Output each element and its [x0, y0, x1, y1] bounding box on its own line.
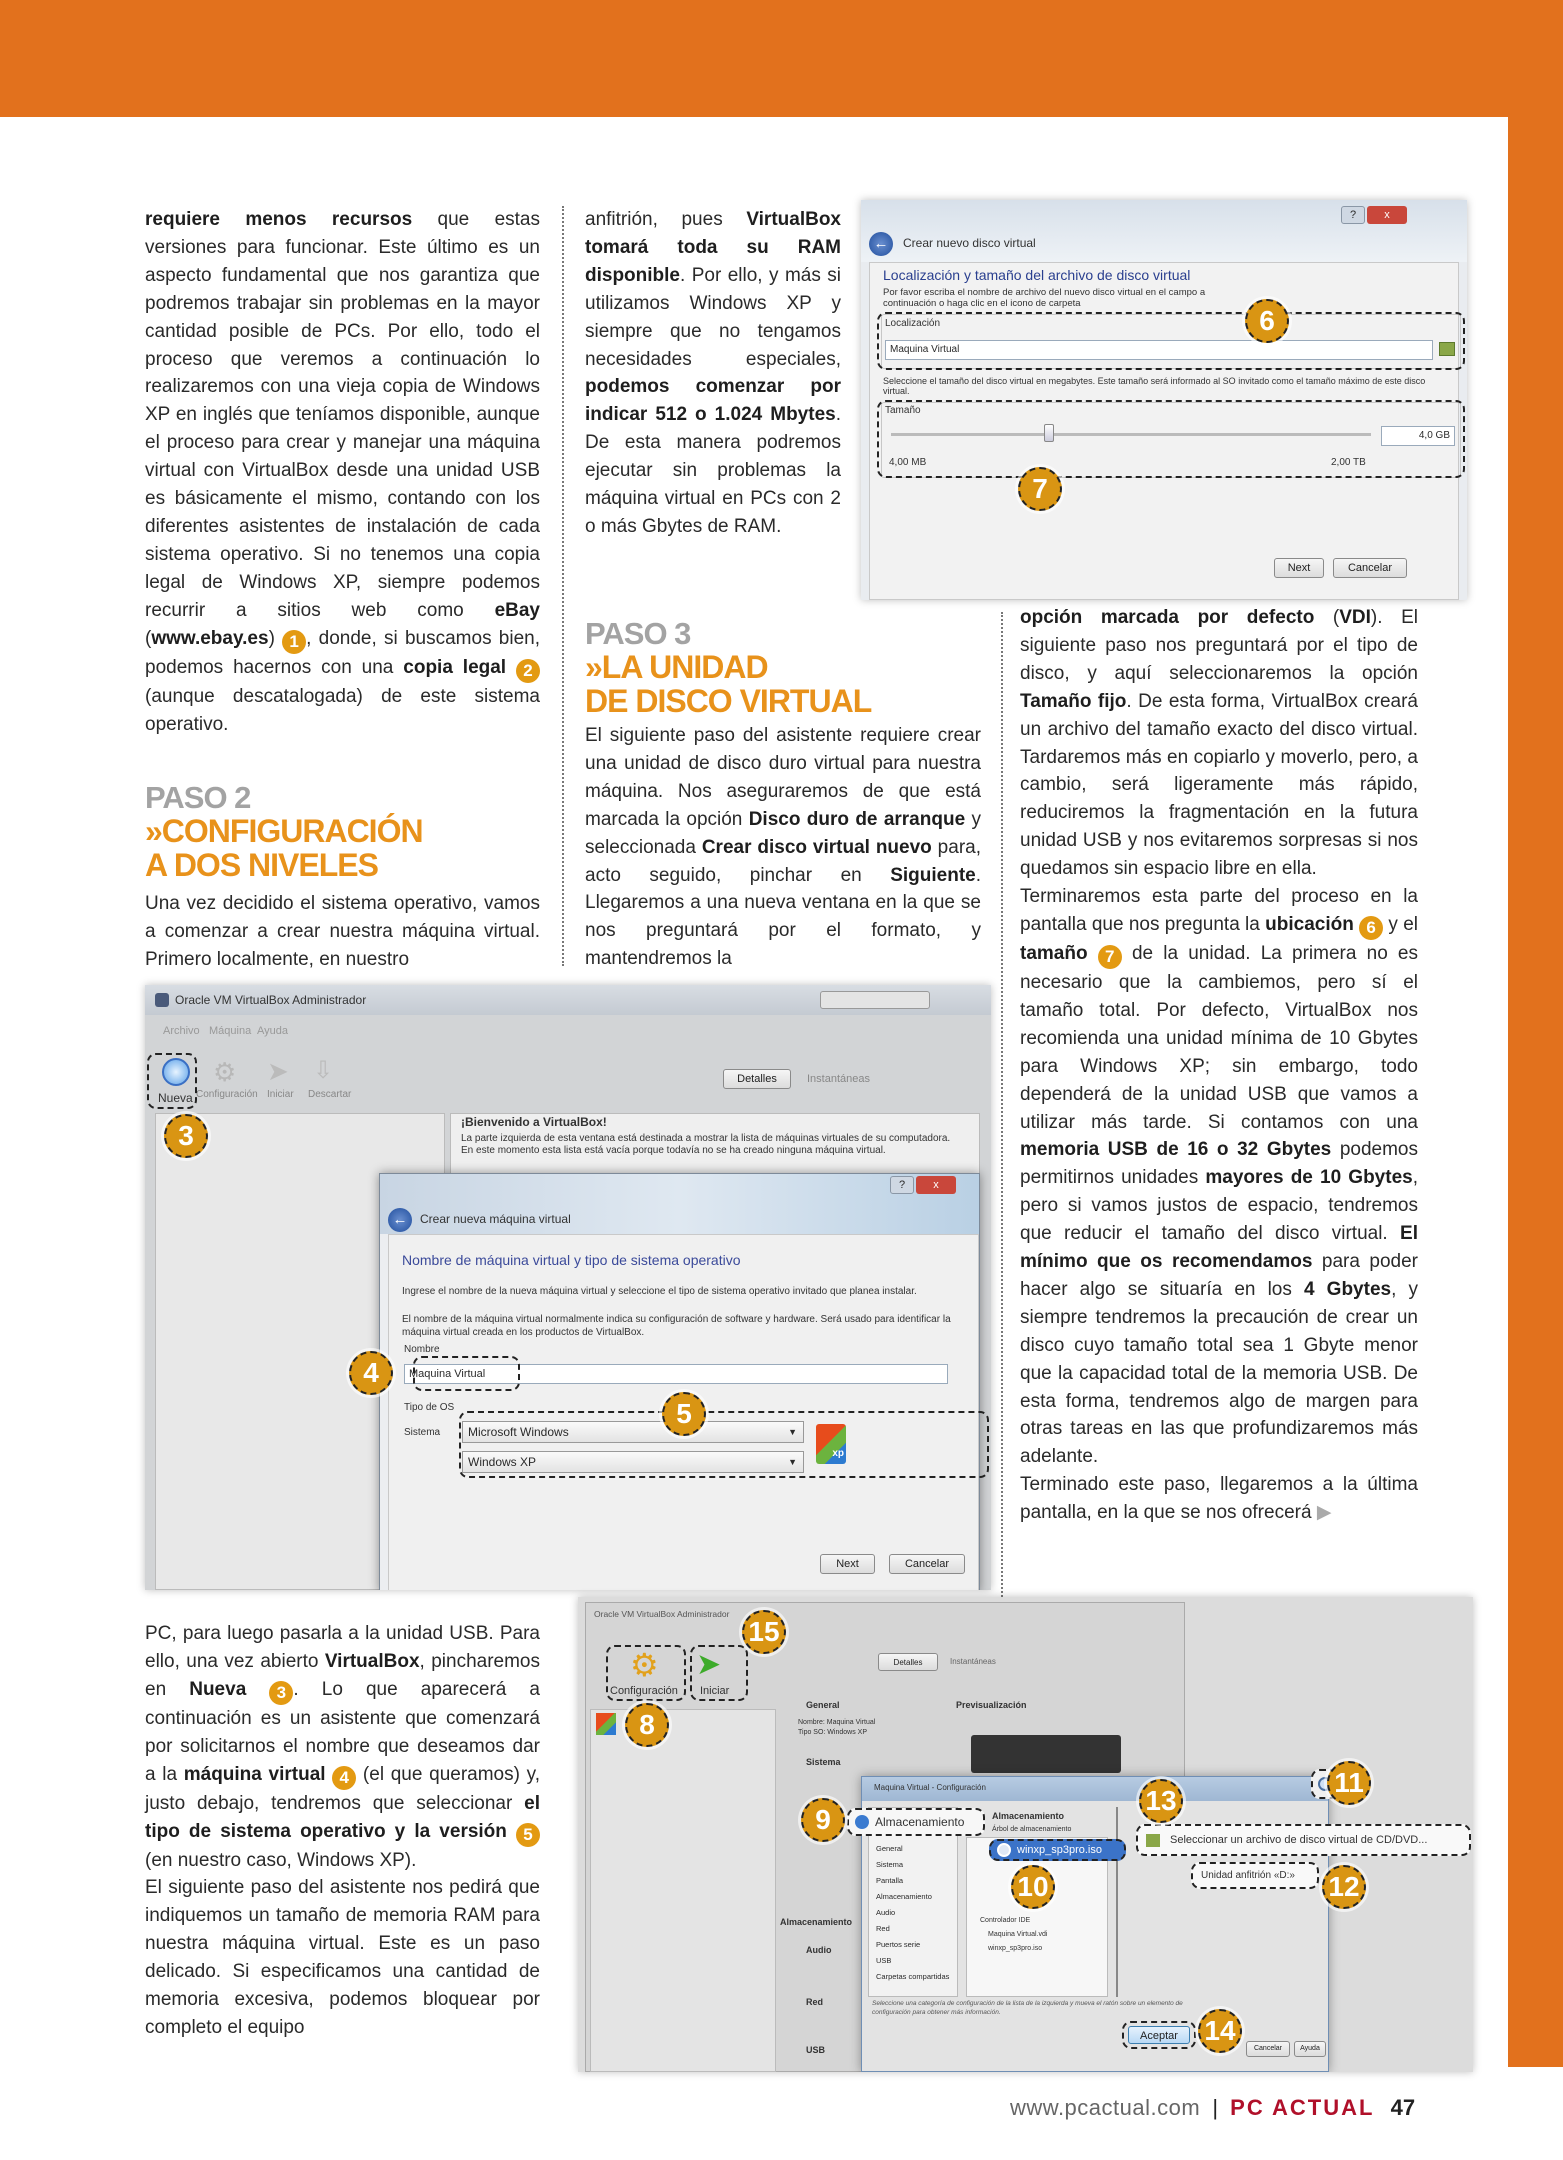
dialog-title: Crear nueva máquina virtual — [420, 1212, 571, 1226]
paragraph — [1020, 604, 1418, 883]
callout-badge: 5 — [662, 1392, 706, 1436]
text: que estas versiones para funcionar. Este último es un aspecto fundamental que nos garantiza que podremos trabajar sin problemas en la mayor cantidad posible de PCs. Por ello, todo el proceso que veremos a continuación lo realizaremos con una vieja copia de Windows XP en inglés que teníamos disponible, aunque el proceso para crear y manejar una máquina virtual con VirtualBox desde una unidad USB es básicamente el mismo, contando con los diferentes asistentes de instalación de cada sistema operativo. Si no tenemos una copia legal de Windows XP, siempre podemos recurrir a sitios web como — [145, 209, 540, 621]
callout-badge: 14 — [1198, 2009, 1242, 2053]
details-vm-name: Nombre: Maquina Virtual — [798, 1719, 876, 1726]
footer-separator: | — [1212, 2095, 1219, 2120]
storage-icon — [855, 1815, 869, 1829]
bold-text: El mínimo que os recomendamos — [1020, 1223, 1418, 1273]
nueva-highlight — [147, 1053, 197, 1109]
storage-tree-label: Árbol de almacenamiento — [992, 1826, 1072, 1833]
version-dropdown-value: Windows XP — [468, 1455, 537, 1469]
bold-text: eBay — [494, 599, 540, 621]
vm-list-pane — [590, 1709, 776, 2072]
dialog-title: Crear nuevo disco virtual — [903, 236, 1036, 250]
category-item[interactable]: Almacenamiento — [876, 1892, 932, 1901]
bold-text: VirtualBox — [324, 1650, 420, 1672]
page-footer — [1010, 2095, 1415, 2121]
size-input[interactable]: 4,0 GB — [1381, 426, 1455, 446]
location-input[interactable]: Maquina Virtual — [885, 340, 1433, 360]
name-label: Nombre — [404, 1344, 440, 1355]
dialog-heading: Nombre de máquina virtual y tipo de sistema operativo — [402, 1252, 741, 1268]
footer-url[interactable]: www.pcactual.com — [1010, 2095, 1201, 2120]
callout-badge: 13 — [1139, 1779, 1183, 1823]
section-title-line-2: A DOS NIVELES — [145, 847, 378, 883]
inline-callout-badge: 4 — [332, 1766, 356, 1790]
chevron-down-icon: ▼ — [788, 1457, 797, 1467]
back-arrow-icon[interactable]: ← — [869, 232, 893, 256]
footer-brand: PC ACTUAL — [1230, 2095, 1375, 2120]
bold-text: Nueva — [189, 1678, 247, 1700]
category-item[interactable]: Audio — [876, 1908, 896, 1917]
inline-callout-badge: 3 — [269, 1681, 293, 1705]
window-title: Oracle VM VirtualBox Administrador — [594, 1609, 730, 1619]
cancel-button[interactable]: Cancelar — [889, 1554, 965, 1574]
callout-badge: 4 — [349, 1351, 393, 1395]
section-title-line-1: »CONFIGURACIÓN — [145, 813, 423, 849]
callout-badge: 9 — [801, 1798, 845, 1842]
text: podemos permitirnos unidades — [1020, 1139, 1418, 1189]
dialog-instruction: Por favor escriba el nombre de archivo del nuevo disco virtual en el campo a continuación o haga clic en el icono de carpeta — [883, 287, 1206, 309]
text: (aunque descatalogada) de este sistema operativo. — [145, 685, 540, 735]
snapshots-button[interactable]: Instantáneas — [807, 1073, 870, 1085]
details-preview: Previsualización — [956, 1700, 1027, 1710]
text — [1088, 943, 1098, 964]
text: . De esta manera podremos ejecutar sin problemas la máquina virtual en PCs con 2 o más Gbytes de RAM. — [585, 404, 841, 537]
category-item[interactable]: Puertos serie — [876, 1940, 921, 1949]
cancel-button[interactable]: Cancelar — [1246, 2041, 1290, 2057]
next-button[interactable]: Next — [1274, 558, 1324, 578]
start-arrow-icon[interactable]: ➤ — [267, 1056, 289, 1086]
text: . Lo que aparecerá a continuación es un asistente que comenzará por solicitarnos el nombre que deseamos dar a la — [145, 1678, 540, 1785]
category-item[interactable]: USB — [876, 1956, 892, 1965]
ok-button-highlight — [1122, 2021, 1196, 2049]
text: de la unidad. La primera no es necesario que la cambiemos, pero sí el tamaño total. Por defecto, VirtualBox nos recomienda una unidad mínima de 10 Gbytes para Windows XP; sin embargo, todo dependerá de la unidad USB que vamos a utilizar más tarde. Si contamos con una — [1020, 942, 1419, 1133]
inline-callout-badge: 5 — [516, 1823, 540, 1847]
text: ). El siguiente paso nos preguntará por el tipo de disco, y aquí seleccionaremos la opción — [1020, 607, 1418, 684]
text: , pero si vamos justos de espacio, tendremos que reducir el tamaño del disco virtual. — [1020, 1167, 1418, 1245]
host-drive-callout[interactable] — [1191, 1862, 1319, 1889]
location-label: Localización — [885, 318, 941, 329]
dialog-title: Maquina Virtual - Configuración — [874, 1783, 986, 1792]
body-text-column-1 — [145, 206, 540, 738]
close-button[interactable]: x — [916, 1176, 956, 1194]
storage-callout[interactable] — [847, 1808, 985, 1836]
inline-callout-badge: 2 — [516, 659, 540, 683]
text: Terminaremos esta parte del proceso en la pantalla que nos pregunta la — [1020, 886, 1418, 935]
toolbar-iniciar[interactable]: Iniciar — [267, 1089, 294, 1100]
name-input[interactable]: Maquina Virtual — [404, 1364, 948, 1384]
window-controls[interactable] — [820, 991, 930, 1009]
inline-callout-badge: 1 — [282, 630, 306, 654]
toolbar-highlight — [690, 1645, 748, 1701]
name-highlight — [413, 1356, 520, 1391]
inline-callout-badge: 7 — [1098, 945, 1122, 969]
body-text-column-1-b — [145, 890, 540, 974]
toolbar-configuracion[interactable]: Configuración — [610, 1685, 678, 1697]
size-instruction: Seleccione el tamaño del disco virtual en megabytes. Este tamaño será informado al SO invitado como el tamaño máximo de este disco virtual. — [883, 376, 1426, 396]
paragraph — [585, 206, 841, 541]
chevron-down-icon: ▼ — [788, 1427, 797, 1437]
paragraph — [585, 722, 981, 973]
text: PC, para luego pasarla a la unidad USB. Para ello, una vez abierto — [145, 1623, 540, 1672]
details-general: General — [806, 1700, 840, 1710]
ok-button[interactable]: Aceptar — [1128, 2026, 1190, 2044]
bold-text: ubicación — [1265, 913, 1354, 935]
preview-screen — [971, 1735, 1121, 1773]
details-audio: Audio — [806, 1945, 832, 1955]
continue-arrow-icon: ▶ — [1316, 1502, 1332, 1524]
callout-badge: 15 — [742, 1610, 786, 1654]
category-item[interactable]: Sistema — [876, 1860, 904, 1869]
iso-callout[interactable] — [989, 1839, 1126, 1861]
details-system: Sistema — [806, 1757, 841, 1767]
gear-icon[interactable]: ⚙ — [630, 1647, 659, 1683]
bold-text: www.ebay.es — [151, 627, 269, 649]
size-highlight — [877, 400, 1465, 478]
category-item[interactable]: Red — [876, 1924, 890, 1933]
category-item[interactable]: Carpetas compartidas — [876, 1972, 950, 1981]
details-network: Red — [806, 1997, 824, 2007]
discard-arrow-icon[interactable]: ⇩ — [313, 1057, 334, 1084]
windows-xp-vm-icon — [596, 1713, 616, 1735]
welcome-title: ¡Bienvenido a VirtualBox! — [461, 1115, 607, 1129]
callout-badge: 6 — [1245, 299, 1289, 343]
text: El siguiente paso del asistente nos pedirá que indiquemos un tamaño de memoria RAM para nuestra máquina virtual. Este es un paso delicado. Si especificamos una cantidad de memoria excesiva, podemos bloquear por completo el equipo — [145, 1877, 540, 2038]
bold-text: tamaño — [1020, 942, 1088, 964]
close-button[interactable]: x — [1367, 206, 1407, 224]
page-number: 47 — [1390, 2095, 1416, 2120]
details-vm-os: Tipo SO: Windows XP — [798, 1729, 867, 1736]
body-text-column-4 — [145, 1620, 540, 2042]
start-arrow-icon[interactable]: ➤ — [696, 1648, 722, 1681]
bold-text: Disco duro de arranque — [748, 808, 966, 830]
storage-callout-label: Almacenamiento — [875, 1815, 965, 1829]
top-color-band — [0, 0, 1563, 117]
text — [506, 657, 516, 678]
details-usb: USB — [806, 2045, 826, 2055]
paragraph — [1020, 883, 1418, 1471]
location-highlight — [877, 312, 1465, 370]
size-max-label: 2,00 TB — [1331, 457, 1366, 468]
text: El siguiente paso del asistente requiere crear una unidad de disco duro virtual para nuestra máquina. Nos aseguraremos de que está marcada la opción — [585, 725, 981, 830]
body-text-column-3 — [1020, 604, 1418, 1527]
size-min-label: 4,00 MB — [889, 457, 927, 468]
dialog-text-2: El nombre de la máquina virtual normalmente indica su configuración de software y hardware. Será usado para identificar la máquina virtual creada en los productos de VirtualBox. — [402, 1314, 951, 1338]
text: . Por ello, y más si utilizamos Windows XP y siempre que no tengamos necesidades especiales, — [585, 264, 841, 370]
gear-icon[interactable]: ⚙ — [213, 1057, 237, 1087]
bold-text: memoria USB de 16 o 32 Gbytes — [1020, 1139, 1332, 1161]
toolbar-configuracion[interactable]: Configuración — [196, 1089, 258, 1100]
section-title-line-1: »LA UNIDAD — [585, 649, 768, 685]
step-label: PASO 2 — [145, 780, 251, 815]
text: (el que queramos) y, justo debajo, tendremos que seleccionar — [145, 1763, 540, 1814]
dialog-heading: Localización y tamaño del archivo de disco virtual — [883, 267, 1191, 283]
select-cd-image-callout[interactable] — [1136, 1824, 1471, 1856]
callout-badge: 8 — [625, 1703, 669, 1747]
bold-text: VirtualBox tomará toda su RAM disponible — [585, 209, 841, 286]
system-dropdown-value: Microsoft Windows — [468, 1425, 569, 1439]
bold-text: Crear disco virtual nuevo — [701, 836, 932, 858]
step-label: PASO 3 — [585, 616, 691, 651]
menu-ayuda[interactable]: Ayuda — [257, 1025, 288, 1037]
bold-text: Tamaño fijo — [1020, 690, 1127, 712]
text: , pincharemos en — [145, 1650, 540, 1700]
bold-text: copia legal — [403, 656, 507, 678]
callout-badge: 3 — [164, 1114, 208, 1158]
hint-text: Seleccione una categoría de configuración de la lista de la izquierda y mueva el ratón sobre un elemento de configuración para obtener más información. — [872, 2000, 1183, 2016]
screenshot-new-vm-wizard — [145, 985, 991, 1590]
help-button[interactable]: ? — [890, 1176, 914, 1194]
callout-badge: 12 — [1322, 1865, 1366, 1909]
text: , y siempre tendremos la precaución de crear un disco cuyo tamaño total sea 1 Gbyte menor que la capacidad total de la memoria USB. De esta forma, tendremos algo de margen para otras tareas en las que profundizaremos más adelante. — [1020, 1278, 1418, 1468]
details-button[interactable]: Detalles — [878, 1653, 938, 1671]
text: Terminado este paso, llegaremos a la última pantalla, en la que se nos ofrecerá — [1020, 1474, 1418, 1524]
bold-text: opción marcada por defecto — [1020, 607, 1315, 628]
size-label: Tamaño — [885, 405, 921, 416]
screenshot-create-virtual-disk — [861, 200, 1467, 600]
bold-text: máquina virtual — [183, 1763, 326, 1785]
text: . Llegaremos a una nueva ventana en la que se nos preguntará por el formato, y mantendremos la — [585, 864, 981, 970]
details-button[interactable]: Detalles — [723, 1069, 791, 1089]
bold-text: VDI — [1339, 607, 1371, 628]
bold-text: 4 Gbytes — [1303, 1278, 1392, 1300]
text — [507, 1821, 516, 1842]
text: y seleccionada — [585, 808, 981, 858]
toolbar-nueva[interactable]: Nueva — [158, 1091, 193, 1105]
toolbar-iniciar[interactable]: Iniciar — [700, 1685, 730, 1697]
screenshot-vm-settings — [578, 1597, 1473, 2072]
cd-icon — [997, 1843, 1011, 1857]
iso-callout-label: winxp_sp3pro.iso — [1017, 1844, 1102, 1856]
toolbar-highlight — [606, 1645, 686, 1701]
body-text-column-2-b — [585, 722, 981, 973]
bold-text: Siguiente — [890, 864, 976, 886]
menu-maquina[interactable]: Máquina — [209, 1025, 252, 1037]
welcome-text: La parte izquierda de esta ventana está destinada a mostrar la lista de máquinas virtuales de su computadora. En este momento esta lista está vacía porque todavía no se ha creado ninguna máquina virtual. — [461, 1133, 951, 1156]
text: . De esta forma, VirtualBox creará un archivo del tamaño exacto del disco virtual. Tardaremos más en copiarlo y moverlo, pero, a cambio, será ligeramente más rápido, reduciremos la fragmentación en la futura unidad USB y nos evitaremos sorpresas si nos quedamos sin espacio libre en ella. — [1020, 690, 1418, 880]
callout-badge: 11 — [1327, 1761, 1371, 1805]
paragraph — [145, 1620, 540, 1874]
text — [326, 1764, 333, 1785]
callout-badge: 7 — [1018, 467, 1062, 511]
text: anfitrión, pues — [585, 209, 747, 230]
os-type-label: Tipo de OS — [404, 1402, 455, 1413]
window-title: Oracle VM VirtualBox Administrador — [175, 993, 367, 1007]
column-divider — [1001, 612, 1003, 1597]
section-heading: Almacenamiento — [992, 1811, 1065, 1821]
paragraph — [145, 1874, 540, 2041]
column-divider — [562, 206, 564, 966]
cancel-button[interactable]: Cancelar — [1333, 558, 1407, 578]
category-items — [876, 1841, 949, 1985]
text: para, acto seguido, pinchar en — [585, 836, 981, 886]
text: para poder hacer algo se situaría en los — [1020, 1251, 1418, 1300]
tree-item-vdi[interactable]: Maquina Virtual.vdi — [988, 1931, 1048, 1938]
system-label: Sistema — [404, 1427, 441, 1438]
snapshots-button[interactable]: Instantáneas — [950, 1657, 996, 1666]
bold-text: requiere menos recursos — [145, 209, 413, 230]
category-item[interactable]: General — [876, 1844, 903, 1853]
os-type-highlight — [459, 1411, 989, 1478]
next-button[interactable]: Next — [820, 1554, 875, 1574]
help-button[interactable]: ? — [1341, 206, 1365, 224]
section-title-line-2: DE DISCO VIRTUAL — [585, 683, 872, 719]
virtualbox-icon — [155, 993, 169, 1007]
bold-text: mayores de 10 Gbytes — [1205, 1167, 1413, 1189]
xp-logo-text: xp — [832, 1448, 844, 1459]
paragraph — [1020, 1471, 1418, 1527]
text: ( — [145, 627, 152, 649]
tree-item-ide[interactable]: Controlador IDE — [980, 1917, 1031, 1924]
paragraph — [145, 206, 540, 738]
inline-callout-badge: 6 — [1359, 916, 1383, 940]
help-button[interactable]: Ayuda — [1294, 2041, 1326, 2057]
menu-archivo[interactable]: Archivo — [163, 1025, 200, 1037]
host-drive-label: Unidad anfitrión «D:» — [1201, 1870, 1295, 1881]
text: Una vez decidido el sistema operativo, vamos a comenzar a crear nuestra máquina virtual. Primero localmente, en nuestro — [145, 893, 540, 970]
side-color-band — [1508, 117, 1563, 2067]
bold-text: el tipo de sistema operativo y la versión — [145, 1792, 540, 1842]
category-item[interactable]: Pantalla — [876, 1876, 904, 1885]
text: , donde, si buscamos bien, podemos hacernos con una — [145, 627, 541, 678]
back-arrow-icon[interactable]: ← — [388, 1208, 412, 1232]
paragraph — [145, 890, 540, 974]
text: (en nuestro caso, Windows XP). — [145, 1849, 417, 1871]
text: y el — [1383, 913, 1418, 935]
select-cd-image-label: Seleccionar un archivo de disco virtual de CD/DVD... — [1170, 1834, 1428, 1846]
text: ) — [268, 627, 283, 649]
callout-badge: 10 — [1011, 1865, 1055, 1909]
folder-icon — [1146, 1834, 1160, 1847]
toolbar-descartar[interactable]: Descartar — [308, 1089, 352, 1100]
bold-text: podemos comenzar por indicar 512 o 1.024 Mbytes — [585, 376, 841, 426]
tree-item-iso[interactable]: winxp_sp3pro.iso — [988, 1945, 1043, 1952]
text — [246, 1679, 269, 1700]
text: ( — [1314, 607, 1340, 628]
details-storage: Almacenamiento — [780, 1917, 853, 1927]
dialog-text-1: Ingrese el nombre de la nueva máquina virtual y seleccione el tipo de sistema operativo invitado que planea instalar. — [402, 1286, 917, 1297]
body-text-column-2 — [585, 206, 841, 541]
